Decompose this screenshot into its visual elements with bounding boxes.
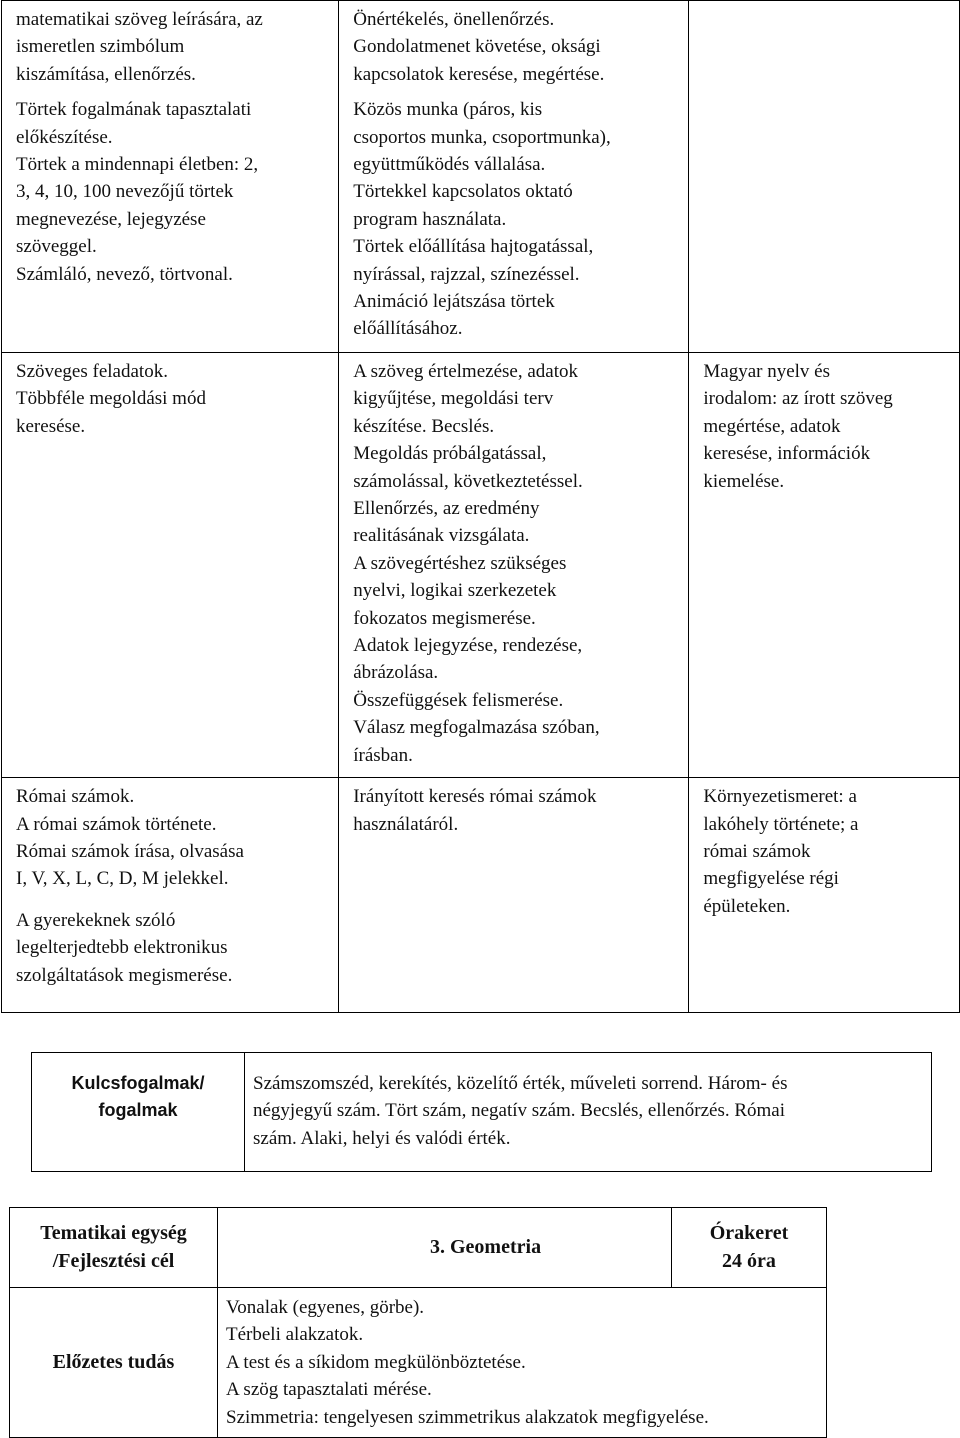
topic-cell: matematikai szöveg leírására, az ismeretlen szimbólum kiszámítása, ellenőrzés. Törtek fogalmának tapasztalati előkészítése. Törtek a mindennapi életben: 2, 3, 4, 10, 100 nevezőjű törtek megnevezése, lejegyzése szöveggel. Számláló, nevező, törtvonal. xyxy=(2,1,339,353)
connection-cell: Magyar nyelv és irodalom: az írott szöveg megértése, adatok keresése, információk kiemelése. xyxy=(689,353,960,778)
thematic-unit-label: Tematikai egység /Fejlesztési cél xyxy=(10,1208,218,1288)
table-row xyxy=(10,1208,827,1288)
thematic-unit-title: 3. Geometria xyxy=(218,1208,672,1288)
table-row xyxy=(10,1288,827,1438)
hours-cell: Órakeret 24 óra xyxy=(672,1208,827,1288)
topic-cell: Szöveges feladatok. Többféle megoldási mód keresése. xyxy=(2,353,339,778)
table-row xyxy=(32,1053,932,1172)
topic-cell: Római számok. A római számok története. Római számok írása, olvasása I, V, X, L, C, D, M jelekkel. A gyerekeknek szóló legelterjedtebb elektronikus szolgáltatások megismerése. xyxy=(2,778,339,1013)
prior-knowledge-text: Vonalak (egyenes, görbe). Térbeli alakzatok. A test és a síkidom megkülönböztetése. A szög tapasztalati mérése. Szimmetria: tengelyesen szimmetrikus alakzatok megfigyelése. xyxy=(218,1288,827,1438)
activity-cell: Önértékelés, önellenőrzés. Gondolatmenet követése, oksági kapcsolatok keresése, megértése. Közös munka (páros, kis csoportos munka, csoportmunka), együttműködés vállalása. Törtekkel kapcsolatos oktató program használata. Törtek előállítása hajtogatással, nyírással, rajzzal, színezéssel. Animáció lejátszása törtek előállításához. xyxy=(339,1,689,353)
activity-cell: Irányított keresés római számok használatáról. xyxy=(339,778,689,1013)
connection-cell xyxy=(689,1,960,353)
key-concepts-text: Számszomszéd, kerekítés, közelítő érték, műveleti sorrend. Három- és négyjegyű szám. Tört szám, negatív szám. Becslés, ellenőrzés. Római szám. Alaki, helyi és valódi érték. xyxy=(245,1053,932,1172)
table-row xyxy=(2,353,960,778)
key-concepts-table xyxy=(31,1052,932,1172)
thematic-unit-table xyxy=(9,1207,827,1438)
prior-knowledge-label: Előzetes tudás xyxy=(10,1288,218,1438)
connection-cell: Környezetismeret: a lakóhely története; a római számok megfigyelése régi épületeken. xyxy=(689,778,960,1013)
curriculum-table xyxy=(1,0,960,1013)
table-row xyxy=(2,778,960,1013)
activity-cell: A szöveg értelmezése, adatok kigyűjtése, megoldási terv készítése. Becslés. Megoldás próbálgatással, számolással, következtetéssel. Ellenőrzés, az eredmény realitásának vizsgálata. A szövegértéshez szükséges nyelvi, logikai szerkezetek fokozatos megismerése. Adatok lejegyzése, rendezése, ábrázolása. Összefüggések felismerése. Válasz megfogalmazása szóban, írásban. xyxy=(339,353,689,778)
table-row xyxy=(2,1,960,353)
key-concepts-label: Kulcsfogalmak/ fogalmak xyxy=(32,1053,245,1172)
